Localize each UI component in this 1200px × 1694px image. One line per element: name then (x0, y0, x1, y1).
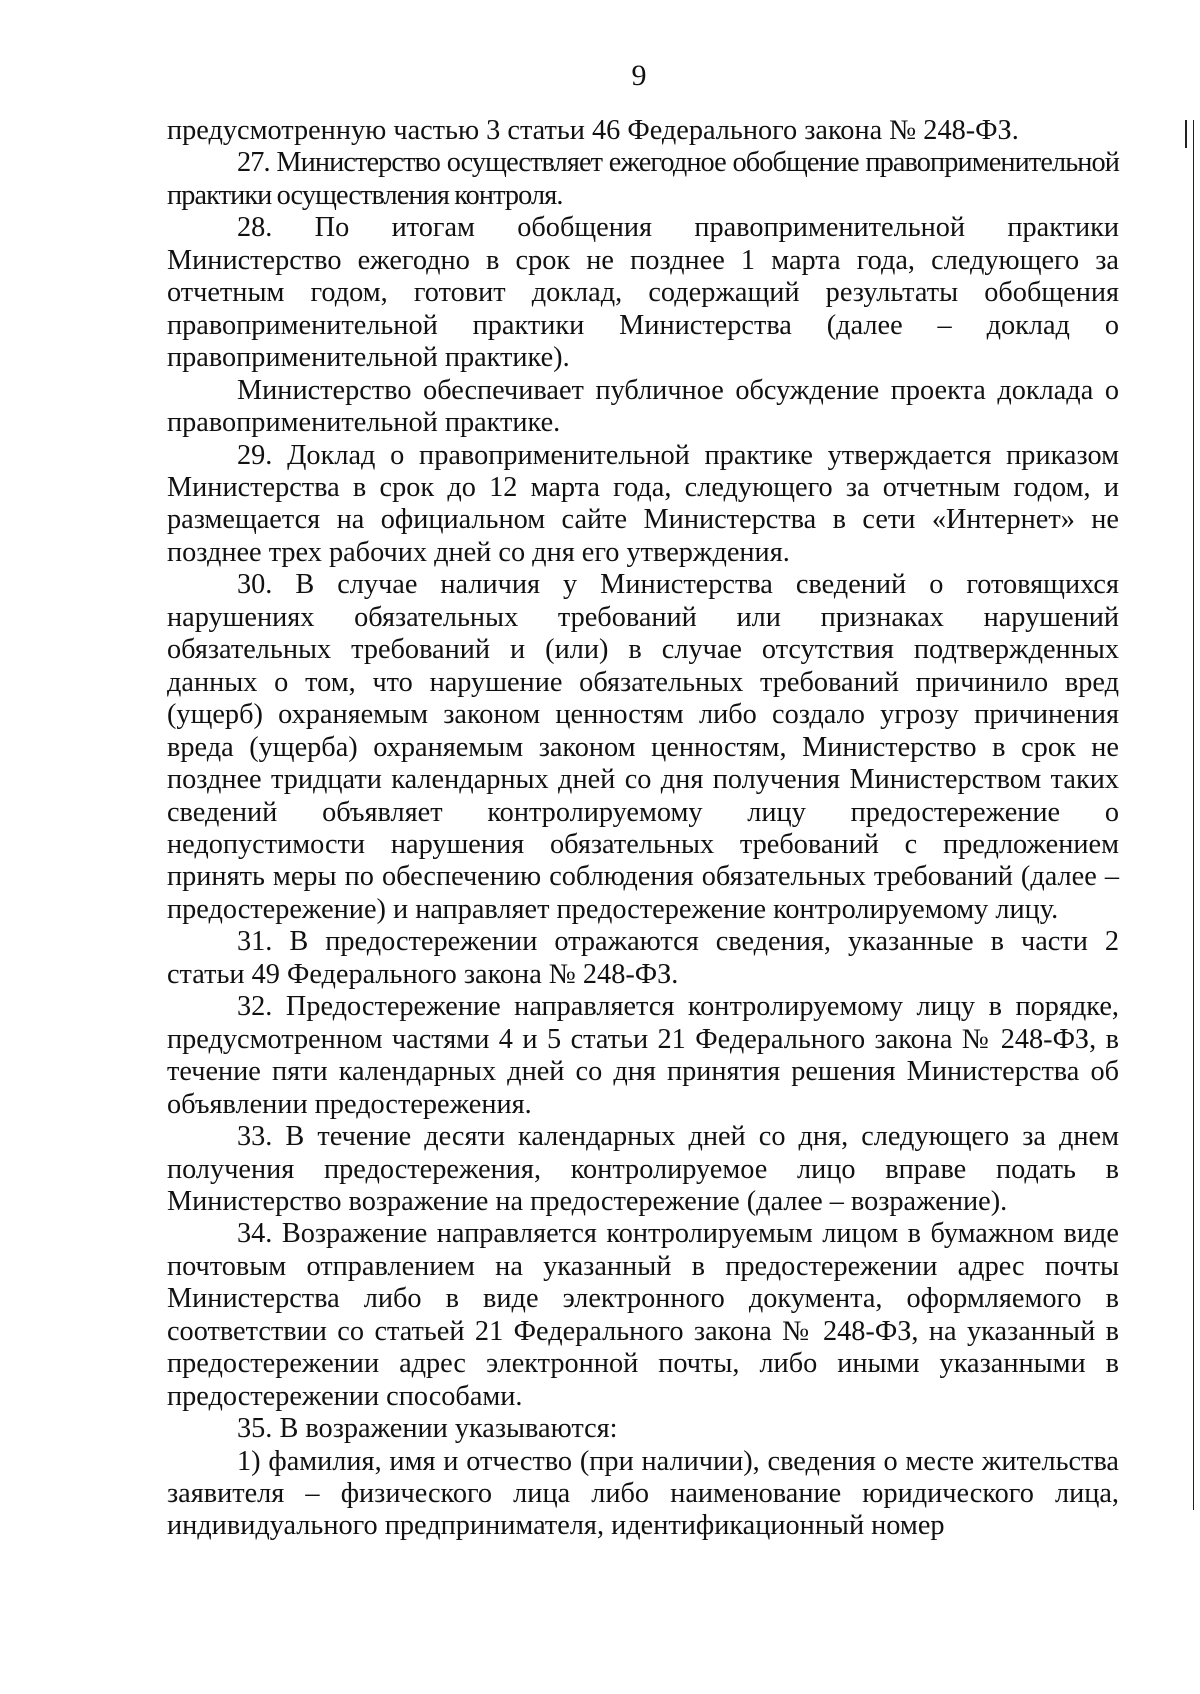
paragraph-31: 31. В предостережении отражаются сведения, указанные в части 2 статьи 49 Федерального закона № 248-ФЗ. (167, 926, 1119, 990)
paragraph-35-item-1: 1) фамилия, имя и отчество (при наличии), сведения о месте жительства заявителя – физического лица либо наименование юридического лица, индивидуального предпринимателя, идентификационный номер (167, 1445, 1119, 1542)
scan-edge-mark (1185, 120, 1187, 148)
paragraph-27: 27. Министерство осуществляет ежегодное обобщение правоприменительной практики осуществления контроля. (167, 147, 1119, 211)
paragraph-35: 35. В возражении указываются: (237, 1413, 618, 1445)
paragraph-32: 32. Предостережение направляется контролируемому лицу в порядке, предусмотренном частями 4 и 5 статьи 21 Федерального закона № 248-ФЗ, в течение пяти календарных дней со дня принятия решения Министерства об объявлении предостережения. (167, 991, 1119, 1120)
paragraph-30: 30. В случае наличия у Министерства сведений о готовящихся нарушениях обязательных требований или признаках нарушений обязательных требований и (или) в случае отсутствия подтвержденных данных о том, что нарушение обязательных требований причинило вред (ущерб) охраняемым законом ценностям либо создало угрозу причинения вреда (ущерба) охраняемым законом ценностям, Министерство в срок не позднее тридцати календарных дней со дня получения Министерством таких сведений объявляет контролируемому лицу предостережение о недопустимости нарушения обязательных требований с предложением принять меры по обеспечению соблюдения обязательных требований (далее – предостережение) и направляет предостережение контролируемому лицу. (167, 569, 1119, 925)
page-number: 9 (631, 59, 647, 92)
paragraph-33: 33. В течение десяти календарных дней со дня, следующего за днем получения предостережения, контролируемое лицо вправе подать в Министерство возражение на предостережение (далее – возражение). (167, 1121, 1119, 1217)
paragraph-29: 29. Доклад о правоприменительной практике утверждается приказом Министерства в срок до 12 марта года, следующего за отчетным годом, и размещается на официальном сайте Министерства в сети «Интернет» не позднее трех рабочих дней со дня его утверждения. (167, 439, 1119, 568)
scan-edge-line (1193, 120, 1194, 1510)
document-text (167, 115, 1119, 1543)
paragraph-continuation: предусмотренную частью 3 статьи 46 Федерального закона № 248-ФЗ. (167, 115, 1019, 146)
paragraph-28: 28. По итогам обобщения правоприменительной практики Министерство ежегодно в срок не позднее 1 марта года, следующего за отчетным годом, готовит доклад, содержащий результаты обобщения правоприменительной практики Министерства (далее – доклад о правоприменительной практике). (167, 212, 1119, 374)
paragraph-34: 34. Возражение направляется контролируемым лицом в бумажном виде почтовым отправлением на указанный в предостережении адрес почты Министерства либо в виде электронного документа, оформляемого в соответствии со статьей 21 Федерального закона № 248-ФЗ, на указанный в предостережении адрес электронной почты, либо иными указанными в предостережении способами. (167, 1218, 1119, 1412)
paragraph-28-public-discussion: Министерство обеспечивает публичное обсуждение проекта доклада о правоприменительной практике. (167, 374, 1119, 439)
